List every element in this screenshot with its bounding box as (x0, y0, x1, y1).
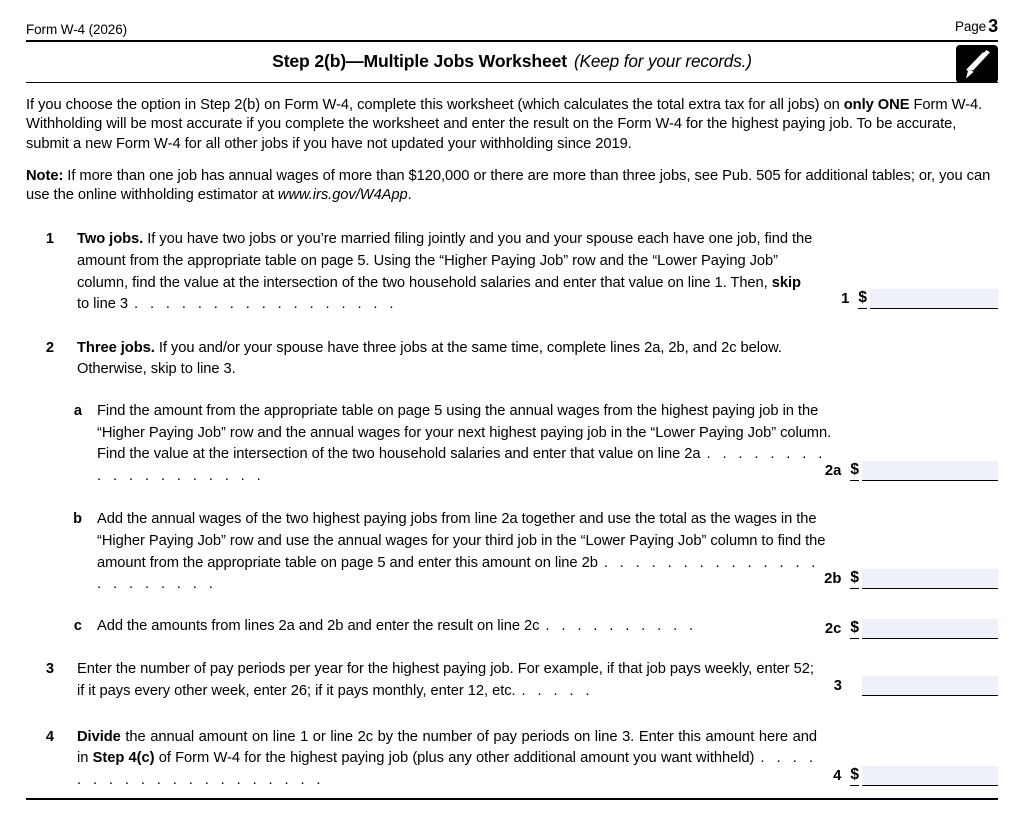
line-1-body-b: to line 3 (77, 296, 128, 313)
line-2a-field-row (815, 459, 998, 481)
irs-estimator-url: www.irs.gov/W4App (277, 187, 408, 204)
page-header (26, 0, 998, 37)
line-4-input[interactable] (862, 766, 998, 786)
line-1-dot-leader: . . . . . . . . . . . . . . . . . (134, 296, 398, 313)
line-3-body: Enter the number of pay periods per year for the highest paying job. For example, if that job pays weekly, enter 52; if it pays every other week, enter 26; if it pays monthly, enter 12, etc. (77, 661, 814, 699)
line-number-4: 4 (45, 728, 54, 745)
intro-text-1: If you choose the option in Step 2(b) on Form W-4, complete this worksheet (which calculates the total extra tax for all jobs) on (26, 97, 844, 113)
line-number-1: 1 (45, 231, 54, 248)
form-identifier: Form W-4 (2026) (26, 22, 128, 37)
line-2b-text (97, 509, 835, 595)
line-number-2a: a (73, 403, 82, 420)
line-4-lead: Divide (77, 728, 121, 745)
worksheet-line-4 (26, 727, 998, 792)
intro-text-2: Form W-4. Withholding will be most accurate if you complete the worksheet and enter the result on the Form W-4 for the highest paying job. To be accurate, submit a new Form W-4 for all other jobs if you have not updated your withholding since 2019. (26, 97, 983, 152)
line-2-text (77, 338, 817, 381)
line-number-2c: c (73, 617, 82, 634)
page-number: 3 (988, 16, 998, 36)
line-4-body-b: of Form W-4 for the highest paying job (plus any other additional amount you want withheld) (154, 750, 755, 767)
header-rule-bottom (26, 82, 998, 83)
line-2a-input[interactable] (862, 461, 998, 481)
title-main: Step 2(b)—Multiple Jobs Worksheet (272, 51, 567, 71)
pencil-icon (956, 45, 998, 83)
page-indicator (955, 16, 998, 37)
footer-rule (26, 798, 998, 800)
worksheet-line-3 (26, 659, 998, 702)
line-2c-dollar-sign: $ (850, 618, 859, 639)
worksheet-line-2 (26, 338, 998, 381)
line-2a-dollar-sign: $ (850, 460, 859, 481)
line-4-bold-step4c: Step 4(c) (92, 750, 155, 767)
line-1-input[interactable] (870, 289, 998, 309)
line-2a-text (97, 401, 835, 487)
line-2b-dot-leader: . . . . . . . . . . . . . . . . . . . . . . (97, 554, 820, 593)
line-3-field-row (816, 674, 998, 696)
line-2c-body: Add the amounts from lines 2a and 2b and enter the result on line 2c (97, 617, 540, 634)
line-2b-body: Add the annual wages of the two highest paying jobs from line 2a together and use the total as the wages in the “Higher Paying Job” row and use the annual wages for your third job in the “Lower Paying Job” column to find the amount from the appropriate table on page 5 and enter this amount on line 2b (97, 511, 826, 571)
line-2c-field-row (815, 617, 998, 639)
line-3-input[interactable] (862, 676, 998, 696)
line-2-lead: Three jobs. (77, 339, 155, 356)
page-title (26, 42, 998, 72)
note-label: Note: (26, 167, 64, 184)
note-paragraph (26, 167, 998, 206)
line-3-dot-leader: . . . . . (521, 682, 594, 699)
line-number-2b: b (73, 511, 82, 528)
worksheet-line-2b (26, 509, 998, 595)
worksheet-line-2c (26, 616, 998, 638)
page-label: Page (954, 19, 987, 34)
line-1-text (77, 229, 817, 315)
line-1-dollar-sign: $ (858, 288, 867, 309)
line-1-bold-skip: skip (771, 274, 801, 291)
line-2a-body: Find the amount from the appropriate table on page 5 using the annual wages from the highest paying job in the “Higher Paying Job” row and the annual wages for your next highest paying job in the “Lower Paying Job” column. Find the value at the intersection of the two household salaries and enter that value on line 2a (97, 403, 832, 463)
line-2c-dot-leader: . . . . . . . . . . (545, 617, 698, 634)
worksheet-line-2a (26, 401, 998, 487)
line-2c-field-label: 2c (824, 620, 842, 637)
line-2a-dot-leader: . . . . . . . . . . . . . . . . . . . (97, 446, 827, 484)
intro-bold-one: ONE (877, 97, 910, 113)
line-4-field-label: 4 (833, 767, 842, 784)
line-1-field-label: 1 (841, 291, 850, 308)
line-2b-dollar-sign: $ (850, 568, 859, 589)
line-3-field-label: 3 (833, 678, 842, 695)
line-4-dot-leader: . . . . . . . . . . . . . . . . . . . . (77, 750, 817, 788)
line-3-text (77, 659, 817, 702)
line-2b-field-label: 2b (824, 571, 842, 588)
line-number-2: 2 (45, 339, 54, 356)
line-2c-input[interactable] (862, 619, 998, 639)
line-2a-field-label: 2a (824, 463, 842, 480)
worksheet-line-1 (26, 229, 998, 315)
line-4-dollar-sign: $ (850, 765, 859, 786)
note-text-2: . (407, 187, 412, 204)
intro-bold-only: only (843, 97, 874, 113)
line-2c-text (97, 616, 835, 638)
line-2b-field-row (815, 567, 998, 589)
line-4-text (77, 727, 817, 792)
line-4-field-row (815, 764, 998, 786)
worksheet-lines (26, 229, 998, 791)
line-2b-input[interactable] (862, 569, 998, 589)
line-1-body-a: If you have two jobs or you’re married filing jointly and you and your spouse each have one job, find the amount from the appropriate table on page 5. Using the “Higher Paying Job” row and the “Lower Paying Job” column, find the value at the intersection of the two household salaries and enter that value on line 1. Then, (77, 231, 813, 291)
line-1-field-row (823, 287, 998, 309)
line-1-lead: Two jobs. (77, 231, 144, 248)
line-2-body-a: If you and/or your spouse have three jobs at the same time, complete lines 2a, 2b, and 2c below. Otherwise, skip to line 3. (77, 339, 782, 378)
title-parenthetical: (Keep for your records.) (573, 51, 752, 71)
line-4-body-a: the annual amount on line 1 or line 2c by the number of pay periods on line 3. Enter this amount here and in (77, 728, 817, 767)
title-band (26, 42, 998, 82)
intro-paragraph (26, 96, 998, 154)
note-text-1: If more than one job has annual wages of more than $120,000 or there are more than three jobs, see Pub. 505 for additional tables; or, you can use the online withholding estimator at (26, 167, 991, 204)
line-number-3: 3 (45, 661, 54, 678)
